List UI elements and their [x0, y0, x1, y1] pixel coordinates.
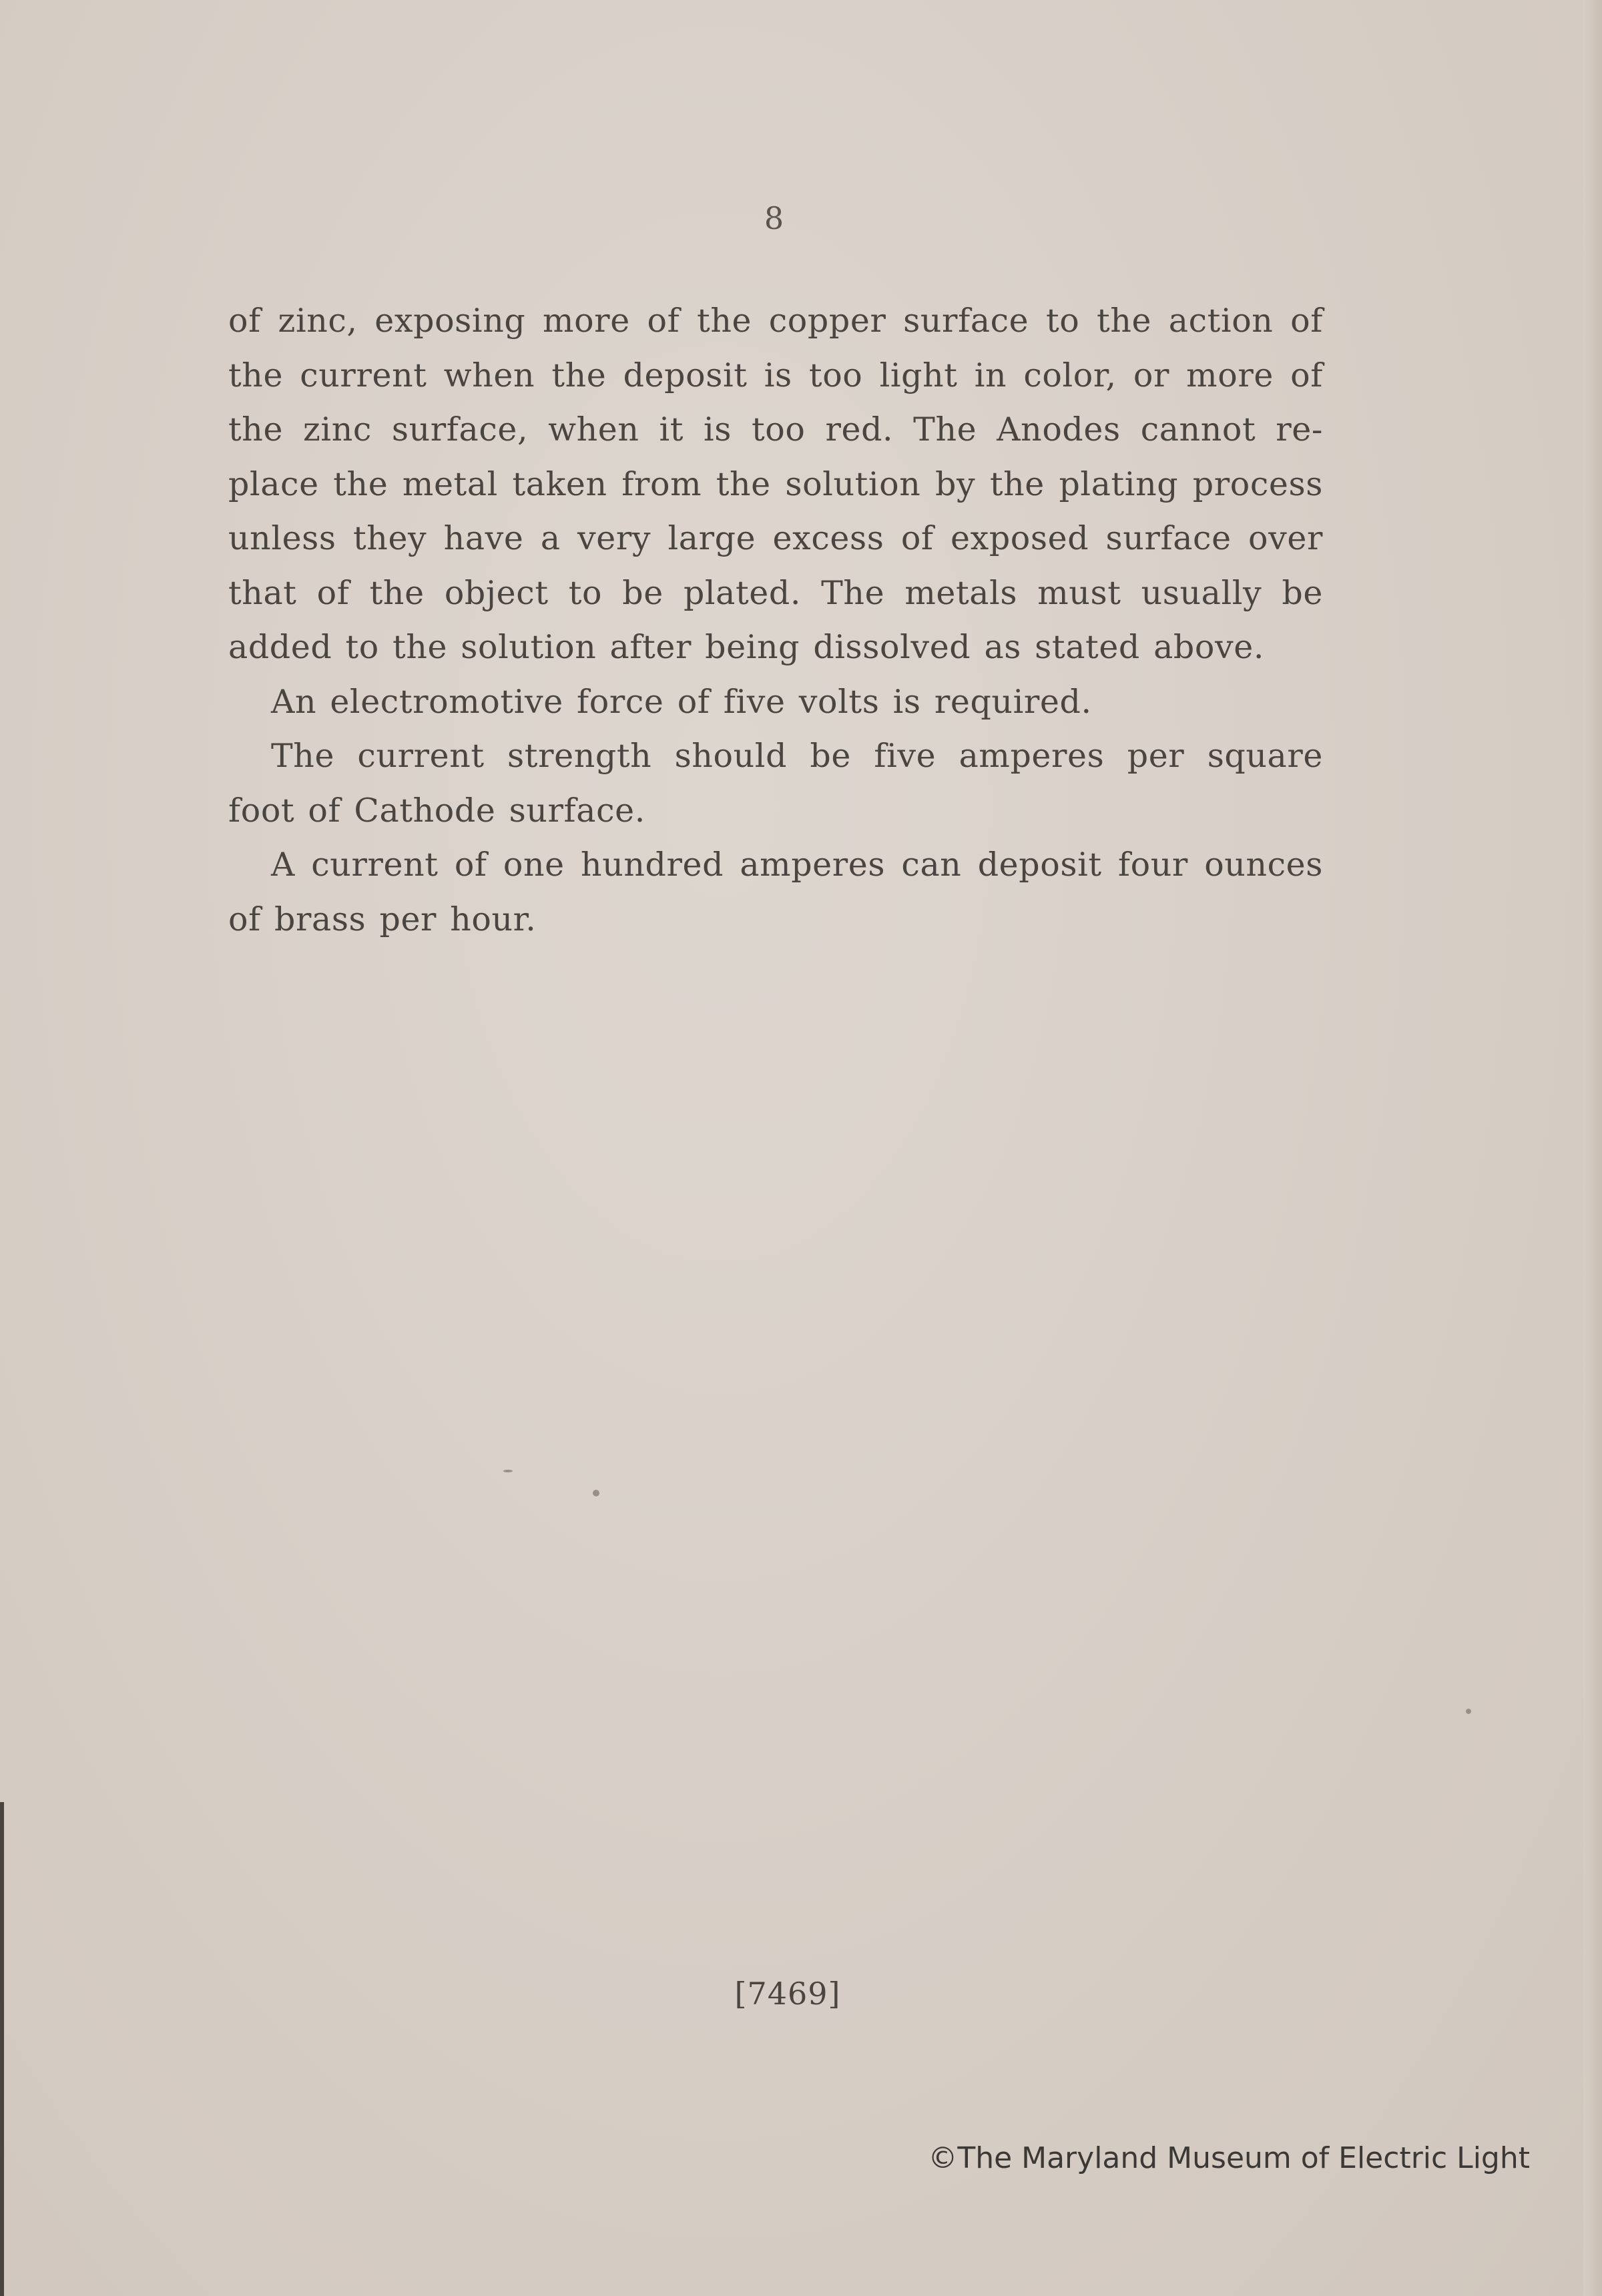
paper-speck	[1466, 1709, 1471, 1714]
page-shadow	[0, 1802, 4, 2296]
page-number: 8	[764, 200, 785, 236]
copyright-watermark: ©The Maryland Museum of Electric Light	[928, 2141, 1530, 2175]
paragraph: A current of one hundred amperes can deposit four ounces of brass per hour.	[228, 846, 1323, 938]
paper-speck	[503, 1470, 513, 1472]
catalog-number: [7469]	[734, 1976, 841, 2012]
paragraph: An electromotive force of five volts is required.	[271, 682, 1092, 721]
paragraph: The current strength should be five amperes per square foot of Cathode surface.	[228, 737, 1323, 830]
page-edge	[1583, 0, 1602, 2296]
body-text	[228, 294, 1323, 946]
paragraph: of zinc, exposing more of the copper surface to the action of the current when the deposit is too light in color, or more of the zinc surface, when it is too red. The Anodes cannot re-place the metal taken from the solution by the plating process unless they have a very large excess of exposed surface over that of the object to be plated. The metals must usually be added to the solution after being dissolved as stated above.	[228, 302, 1323, 666]
paper-speck	[593, 1490, 599, 1496]
